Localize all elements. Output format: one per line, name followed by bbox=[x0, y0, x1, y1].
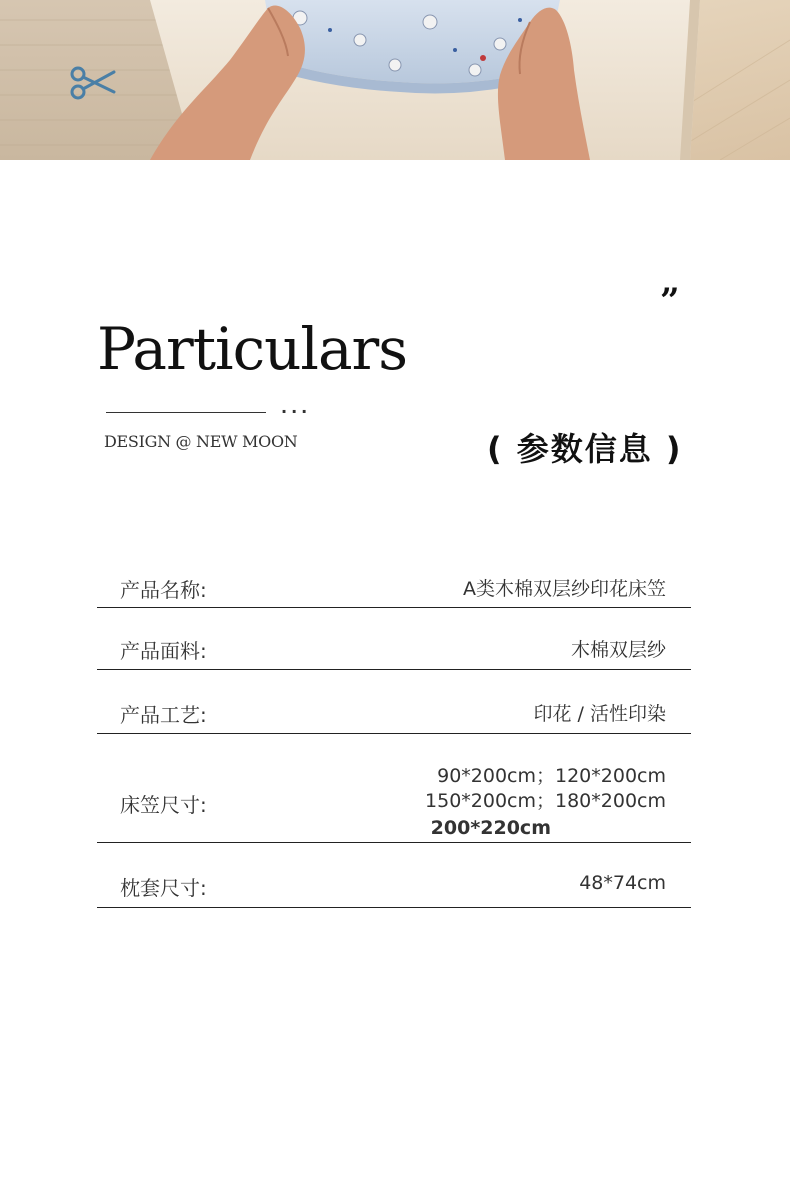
spec-value bbox=[425, 764, 666, 841]
spec-row-fabric bbox=[97, 608, 691, 670]
spec-row-fitted-sheet-size bbox=[97, 734, 691, 843]
scissors-icon bbox=[68, 62, 118, 102]
quote-mark: ” bbox=[660, 281, 680, 321]
size-line: 90*200cm；120*200cm bbox=[437, 765, 666, 787]
spec-table bbox=[97, 560, 691, 908]
spec-row-craft bbox=[97, 670, 691, 734]
title-divider bbox=[106, 412, 266, 413]
spec-row-product-name bbox=[97, 560, 691, 608]
spec-label: 枕套尺寸: bbox=[120, 876, 207, 900]
ellipsis-dots: ... bbox=[281, 398, 312, 417]
spec-value: 48*74cm bbox=[579, 872, 666, 894]
spec-label: 产品工艺: bbox=[120, 703, 207, 727]
spec-value: 木棉双层纱 bbox=[570, 639, 666, 661]
size-line: 150*200cm；180*200cm bbox=[425, 790, 666, 812]
spec-value: 印花 / 活性印染 bbox=[533, 703, 666, 725]
spec-label: 产品面料: bbox=[120, 639, 207, 663]
page-title: Particulars bbox=[97, 315, 408, 383]
design-credit: DESIGN @ NEW MOON bbox=[104, 432, 298, 451]
spec-value: A类木棉双层纱印花床笠 bbox=[463, 578, 666, 600]
spec-row-pillowcase-size bbox=[97, 843, 691, 908]
spec-label: 床笠尺寸: bbox=[120, 793, 207, 817]
hero-photo bbox=[0, 0, 790, 160]
section-heading: ( 参数信息 ) bbox=[487, 430, 683, 468]
size-line-extra: 200*220cm bbox=[430, 817, 551, 839]
spec-label: 产品名称: bbox=[120, 578, 207, 602]
